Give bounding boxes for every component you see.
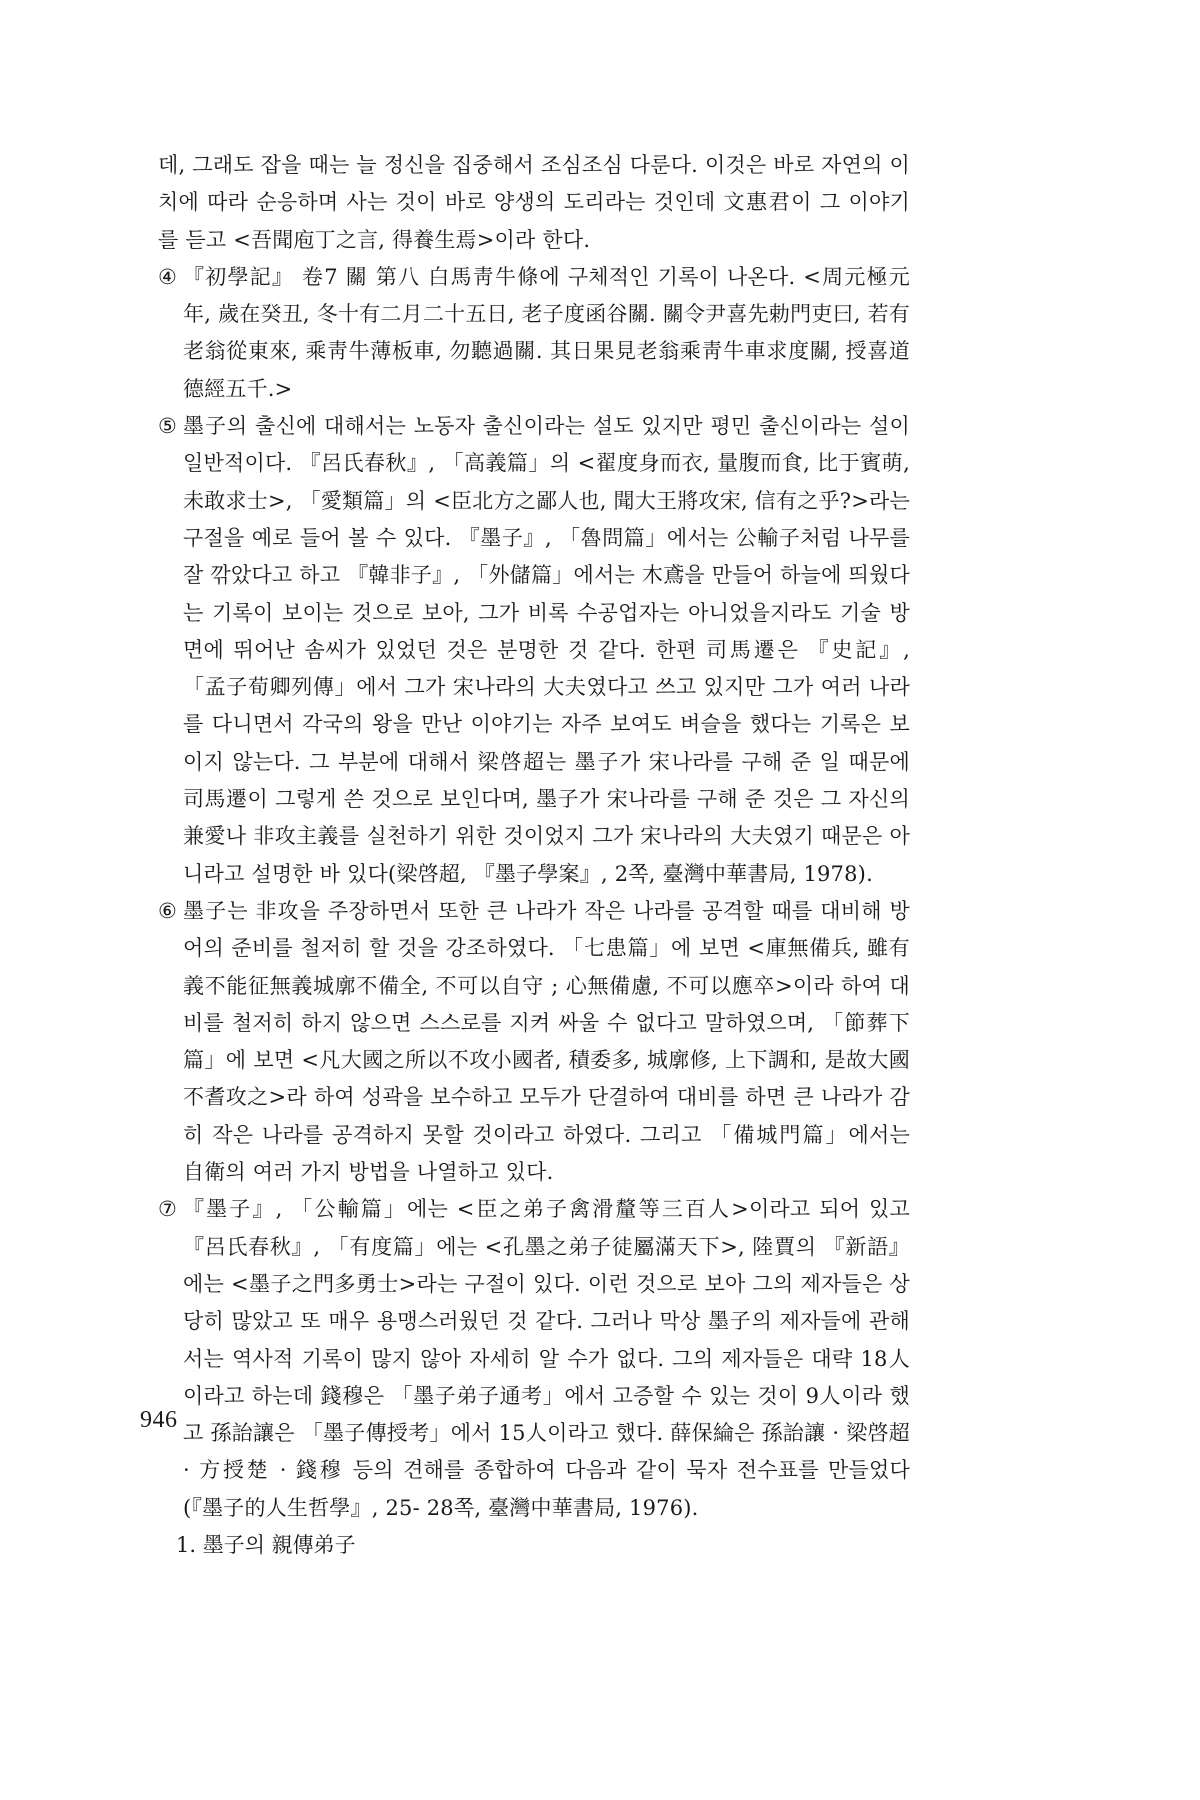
footnote-5-marker: ⑤ (158, 414, 178, 439)
footnote-4-text: 『初學記』 卷7 關 第八 白馬靑牛條에 구체적인 기록이 나온다. <周元極元年, 歲在癸丑, 冬十有二月二十五日, 老子度函谷關. 關令尹喜先勅門吏曰, 若有老翁從東來, 乘靑牛薄板車, 勿聽過關. 其日果見老翁乘靑牛車求度關, 授喜道德經五千.> (183, 264, 910, 401)
footnote-7 (158, 1191, 910, 1527)
footnote-4 (158, 259, 910, 408)
footnote-6 (158, 893, 910, 1191)
footnote-4-marker: ④ (158, 264, 178, 289)
footnote-6-text: 墨子는 非攻을 주장하면서 또한 큰 나라가 작은 나라를 공격할 때를 대비해 방어의 준비를 철저히 할 것을 강조하였다. 「七患篇」에 보면 <庫無備兵, 雖有義不能征無義城廓不備全, 不可以自守 ; 心無備慮, 不可以應卒>이라 하여 대비를 철저히 하지 않으면 스스로를 지켜 싸울 수 없다고 말하였으며, 「節葬下篇」에 보면 <凡大國之所以不攻小國者, 積委多, 城廓修, 上下調和, 是故大國不耆攻之>라 하여 성곽을 보수하고 모두가 단결하여 대비를 하면 큰 나라가 감히 작은 나라를 공격하지 못할 것이라고 하였다. 그리고 「備城門篇」에서는 自衛의 여러 가지 방법을 나열하고 있다. (183, 898, 910, 1185)
footnote-7-text: 『墨子』, 「公輸篇」에는 <臣之弟子禽滑釐等三百人>이라고 되어 있고 『呂氏春秋』, 「有度篇」에는 <孔墨之弟子徒屬滿天下>, 陸賈의 『新語』에는 <墨子之門多勇士>라는 구절이 있다. 이런 것으로 보아 그의 제자들은 상당히 많았고 또 매우 용맹스러웠던 것 같다. 그러나 막상 墨子의 제자들에 관해서는 역사적 기록이 많지 않아 자세히 알 수가 없다. 그의 제자들은 대략 18人이라고 하는데 錢穆은 「墨子弟子通考」에서 고증할 수 있는 것이 9人이라 했고 孫詒讓은 「墨子傳授考」에서 15人이라고 했다. 薛保綸은 孫詒讓 · 梁啓超 · 方授楚 · 錢穆 등의 견해를 종합하여 다음과 같이 묵자 전수표를 만들었다(『墨子的人生哲學』, 25- 28쪽, 臺灣中華書局, 1976). (183, 1197, 910, 1520)
footnote-5-text: 墨子의 출신에 대해서는 노동자 출신이라는 설도 있지만 평민 출신이라는 설이 일반적이다. 『呂氏春秋』, 「高義篇」의 <翟度身而衣, 量腹而食, 比于賓萌, 未敢求士>, 「愛類篇」의 <臣北方之鄙人也, 聞大王將攻宋, 信有之乎?>라는 구절을 예로 들어 볼 수 있다. 『墨子』, 「魯問篇」에서는 公輸子처럼 나무를 잘 깎았다고 하고 『韓非子』, 「外儲篇」에서는 木鳶을 만들어 하늘에 띄웠다는 기록이 보이는 것으로 보아, 그가 비록 수공업자는 아니었을지라도 기술 방면에 뛰어난 솜씨가 있었던 것은 분명한 것 같다. 한편 司馬遷은 『史記』, 「孟子荀卿列傳」에서 그가 宋나라의 大夫였다고 쓰고 있지만 그가 여러 나라를 다니면서 각국의 왕을 만난 이야기는 자주 보여도 벼슬을 했다는 기록은 보이지 않는다. 그 부분에 대해서 梁啓超는 墨子가 宋나라를 구해 준 일 때문에 司馬遷이 그렇게 쓴 것으로 보인다며, 墨子가 宋나라를 구해 준 것은 그 자신의 兼愛나 非攻主義를 실천하기 위한 것이었지 그가 宋나라의 大夫였기 때문은 아니라고 설명한 바 있다(梁啓超, 『墨子學案』, 2쪽, 臺灣中華書局, 1978). (183, 414, 910, 886)
sub-item-heading: 1. 墨子의 親傳弟子 (176, 1532, 356, 1557)
footnote-5 (158, 408, 910, 893)
footnote-6-marker: ⑥ (158, 898, 178, 923)
page-content (158, 147, 910, 1564)
page-number: 946 (140, 1407, 178, 1433)
intro-paragraph: 데, 그래도 잡을 때는 늘 정신을 집중해서 조심조심 다룬다. 이것은 바로 자연의 이치에 따라 순응하며 사는 것이 바로 양생의 도리라는 것인데 文惠君이 그 이야기를 듣고 <吾聞庖丁之言, 得養生焉>이라 한다. (158, 153, 910, 252)
footnote-7-marker: ⑦ (158, 1197, 178, 1222)
